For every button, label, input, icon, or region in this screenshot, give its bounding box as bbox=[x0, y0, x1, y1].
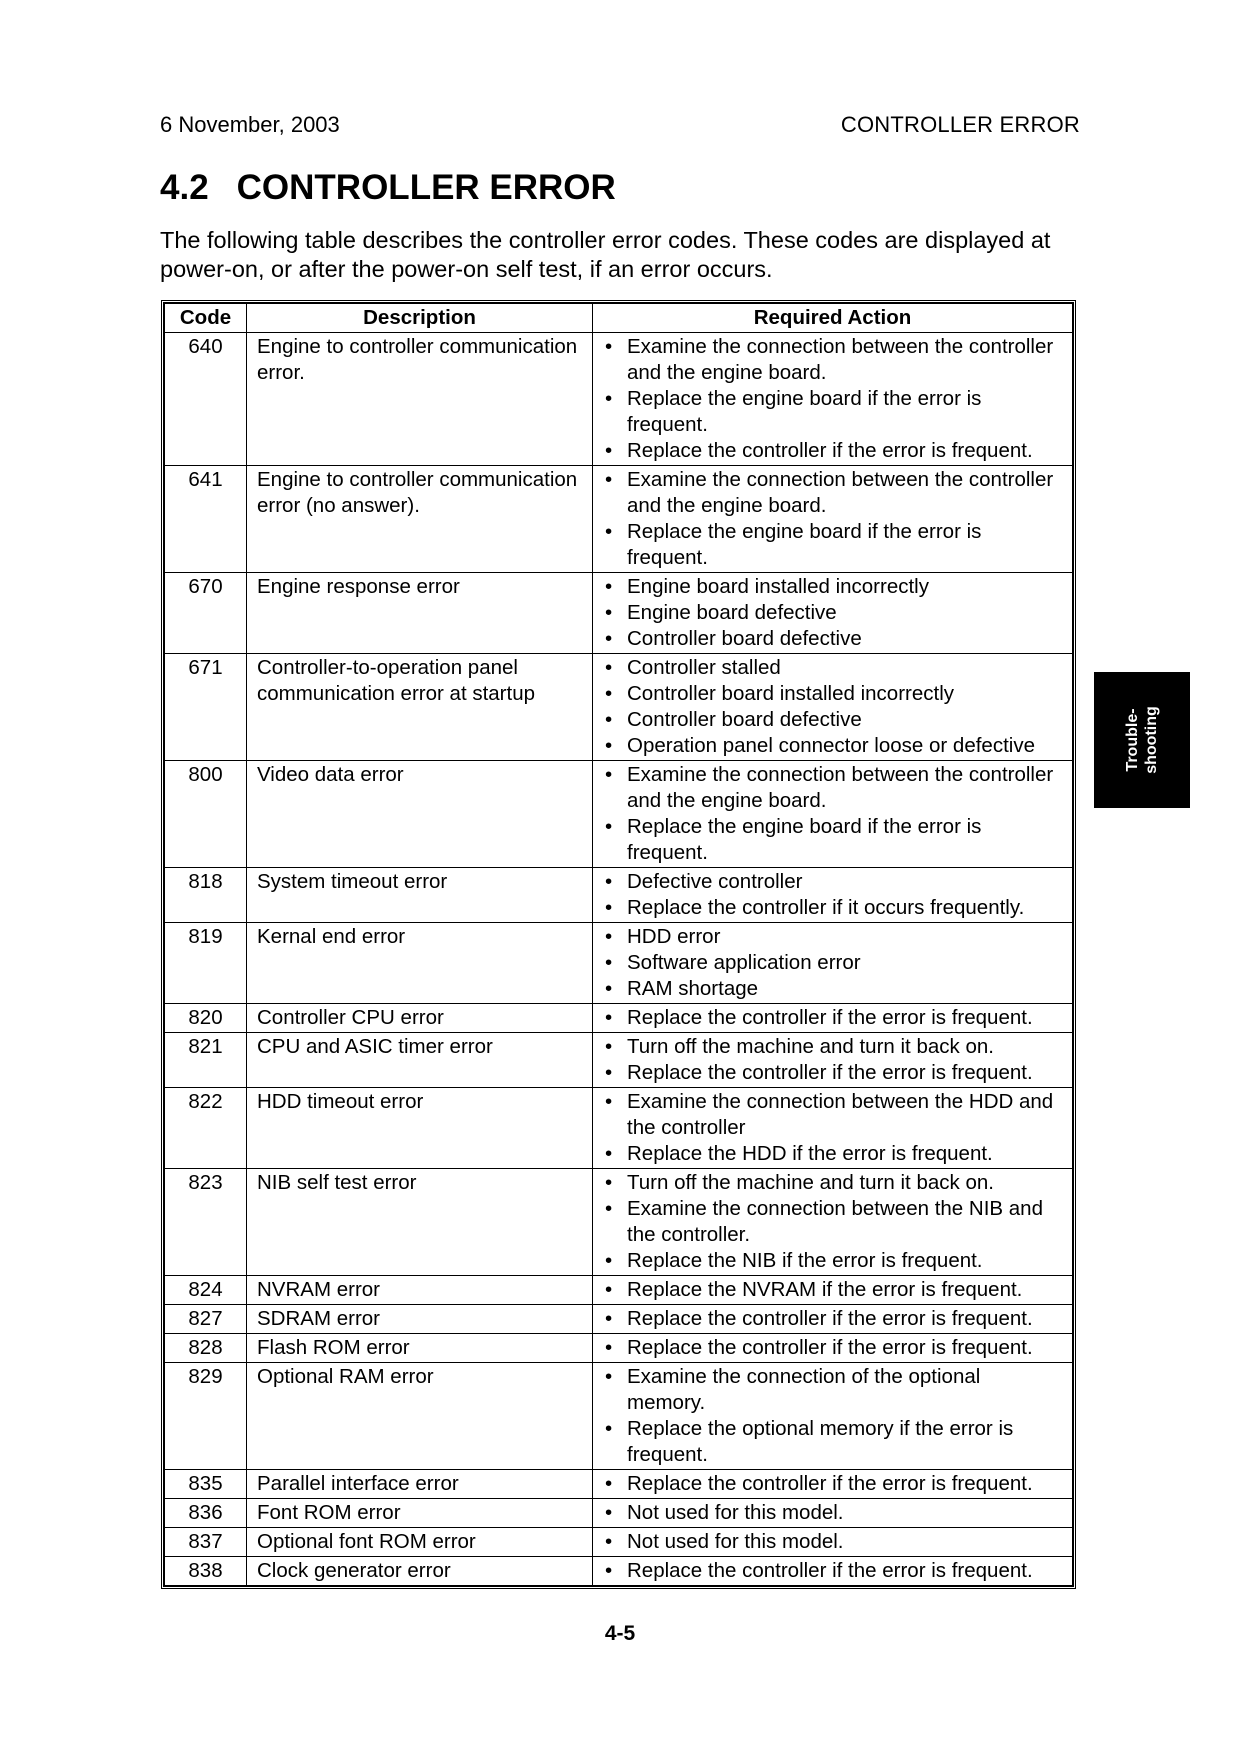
required-action bbox=[593, 1528, 1073, 1557]
required-action bbox=[593, 466, 1073, 573]
action-item: • Replace the HDD if the error is frequent. bbox=[603, 1141, 1064, 1167]
error-description: Controller-to-operation panel communication error at startup bbox=[247, 654, 593, 761]
table-row bbox=[165, 1305, 1073, 1334]
required-action bbox=[593, 1305, 1073, 1334]
required-action bbox=[593, 1363, 1073, 1470]
error-code: 820 bbox=[165, 1004, 247, 1033]
error-code: 800 bbox=[165, 761, 247, 868]
error-description: Engine response error bbox=[247, 573, 593, 654]
action-item: • Controller board installed incorrectly bbox=[603, 681, 1064, 707]
table-row bbox=[165, 761, 1073, 868]
action-list bbox=[603, 1034, 1064, 1086]
action-item: • Replace the controller if the error is frequent. bbox=[603, 1060, 1064, 1086]
action-item: • Engine board installed incorrectly bbox=[603, 574, 1064, 600]
error-description: Engine to controller communication error. bbox=[247, 333, 593, 466]
required-action bbox=[593, 1169, 1073, 1276]
action-item: • Engine board defective bbox=[603, 600, 1064, 626]
error-description: Controller CPU error bbox=[247, 1004, 593, 1033]
table-row bbox=[165, 923, 1073, 1004]
error-code: 819 bbox=[165, 923, 247, 1004]
required-action bbox=[593, 868, 1073, 923]
side-tab-line2: shooting bbox=[1142, 706, 1160, 774]
required-action bbox=[593, 654, 1073, 761]
header-action: Required Action bbox=[593, 304, 1073, 333]
error-code: 641 bbox=[165, 466, 247, 573]
table-row bbox=[165, 1169, 1073, 1276]
side-tab-line1: Trouble- bbox=[1123, 708, 1141, 772]
troubleshooting-side-tab bbox=[1094, 672, 1190, 808]
required-action bbox=[593, 923, 1073, 1004]
action-item: • Turn off the machine and turn it back on. bbox=[603, 1170, 1064, 1196]
action-item: • Examine the connection between the controller and the engine board. bbox=[603, 467, 1064, 519]
action-item: • Defective controller bbox=[603, 869, 1064, 895]
table-row bbox=[165, 1557, 1073, 1586]
intro-paragraph: The following table describes the controller error codes. These codes are displayed at power-on, or after the power-on self test, if an error occurs. bbox=[160, 227, 1051, 282]
page-header-section: CONTROLLER ERROR bbox=[840, 112, 1080, 137]
action-item: • Controller board defective bbox=[603, 626, 1064, 652]
error-code: 824 bbox=[165, 1276, 247, 1305]
error-description: Clock generator error bbox=[247, 1557, 593, 1586]
section-title bbox=[160, 168, 616, 208]
table-row bbox=[165, 1528, 1073, 1557]
table-row bbox=[165, 333, 1073, 466]
error-code: 821 bbox=[165, 1033, 247, 1088]
action-item: • Turn off the machine and turn it back on. bbox=[603, 1034, 1064, 1060]
table-row bbox=[165, 573, 1073, 654]
required-action bbox=[593, 1276, 1073, 1305]
page-number: 4-5 bbox=[604, 1622, 636, 1645]
section-number: 4.2 bbox=[160, 168, 209, 207]
required-action bbox=[593, 1088, 1073, 1169]
error-code: 670 bbox=[165, 573, 247, 654]
page-header-date: 6 November, 2003 bbox=[160, 112, 340, 137]
error-description: Font ROM error bbox=[247, 1499, 593, 1528]
action-item: • Examine the connection between the controller and the engine board. bbox=[603, 334, 1064, 386]
action-item: • RAM shortage bbox=[603, 976, 1064, 1002]
action-list bbox=[603, 1335, 1064, 1361]
action-item: • Not used for this model. bbox=[603, 1500, 1064, 1526]
error-code: 822 bbox=[165, 1088, 247, 1169]
table-row bbox=[165, 1499, 1073, 1528]
error-code: 827 bbox=[165, 1305, 247, 1334]
table-row bbox=[165, 1276, 1073, 1305]
table-row bbox=[165, 1363, 1073, 1470]
header-description: Description bbox=[247, 304, 593, 333]
action-list bbox=[603, 1529, 1064, 1555]
table-body bbox=[165, 333, 1073, 1586]
table-row bbox=[165, 1334, 1073, 1363]
action-list bbox=[603, 1089, 1064, 1167]
action-list bbox=[603, 869, 1064, 921]
action-item: • Examine the connection between the HDD and the controller bbox=[603, 1089, 1064, 1141]
table-row bbox=[165, 1088, 1073, 1169]
action-item: • Examine the connection of the optional memory. bbox=[603, 1364, 1064, 1416]
required-action bbox=[593, 1499, 1073, 1528]
action-list bbox=[603, 1471, 1064, 1497]
action-list bbox=[603, 574, 1064, 652]
action-item: • Software application error bbox=[603, 950, 1064, 976]
header-code: Code bbox=[165, 304, 247, 333]
required-action bbox=[593, 1557, 1073, 1586]
action-item: • HDD error bbox=[603, 924, 1064, 950]
action-item: • Replace the engine board if the error is frequent. bbox=[603, 814, 1064, 866]
action-item: • Replace the controller if it occurs frequently. bbox=[603, 895, 1064, 921]
table-row bbox=[165, 466, 1073, 573]
error-description: Flash ROM error bbox=[247, 1334, 593, 1363]
error-description: Parallel interface error bbox=[247, 1470, 593, 1499]
action-list bbox=[603, 1170, 1064, 1274]
error-code: 828 bbox=[165, 1334, 247, 1363]
action-item: • Operation panel connector loose or defective bbox=[603, 733, 1064, 759]
action-list bbox=[603, 334, 1064, 464]
table-row bbox=[165, 868, 1073, 923]
error-code: 836 bbox=[165, 1499, 247, 1528]
action-item: • Replace the optional memory if the error is frequent. bbox=[603, 1416, 1064, 1468]
action-list bbox=[603, 1005, 1064, 1031]
action-item: • Replace the NVRAM if the error is frequent. bbox=[603, 1277, 1064, 1303]
error-description: SDRAM error bbox=[247, 1305, 593, 1334]
error-description: Optional font ROM error bbox=[247, 1528, 593, 1557]
action-item: • Replace the NIB if the error is frequent. bbox=[603, 1248, 1064, 1274]
action-item: • Examine the connection between the NIB and the controller. bbox=[603, 1196, 1064, 1248]
action-item: • Replace the controller if the error is frequent. bbox=[603, 438, 1064, 464]
action-item: • Replace the controller if the error is frequent. bbox=[603, 1306, 1064, 1332]
error-description: CPU and ASIC timer error bbox=[247, 1033, 593, 1088]
action-list bbox=[603, 1277, 1064, 1303]
table-row bbox=[165, 1033, 1073, 1088]
action-list bbox=[603, 762, 1064, 866]
error-description: NIB self test error bbox=[247, 1169, 593, 1276]
action-item: • Replace the controller if the error is frequent. bbox=[603, 1335, 1064, 1361]
error-description: System timeout error bbox=[247, 868, 593, 923]
required-action bbox=[593, 1470, 1073, 1499]
action-list bbox=[603, 1500, 1064, 1526]
action-item: • Replace the engine board if the error is frequent. bbox=[603, 386, 1064, 438]
action-list bbox=[603, 1306, 1064, 1332]
error-code: 818 bbox=[165, 868, 247, 923]
action-item: • Controller board defective bbox=[603, 707, 1064, 733]
action-list bbox=[603, 1558, 1064, 1584]
action-item: • Replace the controller if the error is frequent. bbox=[603, 1471, 1064, 1497]
table-row bbox=[165, 1470, 1073, 1499]
table-row bbox=[165, 654, 1073, 761]
required-action bbox=[593, 761, 1073, 868]
required-action bbox=[593, 573, 1073, 654]
error-code: 835 bbox=[165, 1470, 247, 1499]
action-item: • Replace the controller if the error is frequent. bbox=[603, 1005, 1064, 1031]
error-description: NVRAM error bbox=[247, 1276, 593, 1305]
section-title-text: CONTROLLER ERROR bbox=[236, 168, 616, 207]
action-item: • Examine the connection between the controller and the engine board. bbox=[603, 762, 1064, 814]
error-code: 823 bbox=[165, 1169, 247, 1276]
action-item: • Replace the controller if the error is frequent. bbox=[603, 1558, 1064, 1584]
error-code: 838 bbox=[165, 1557, 247, 1586]
action-list bbox=[603, 1364, 1064, 1468]
error-description: HDD timeout error bbox=[247, 1088, 593, 1169]
action-list bbox=[603, 924, 1064, 1002]
error-description: Video data error bbox=[247, 761, 593, 868]
error-description: Engine to controller communication error (no answer). bbox=[247, 466, 593, 573]
required-action bbox=[593, 1334, 1073, 1363]
action-item: • Not used for this model. bbox=[603, 1529, 1064, 1555]
required-action bbox=[593, 1004, 1073, 1033]
error-description: Optional RAM error bbox=[247, 1363, 593, 1470]
action-item: • Replace the engine board if the error is frequent. bbox=[603, 519, 1064, 571]
error-code: 671 bbox=[165, 654, 247, 761]
table-header-row bbox=[165, 304, 1073, 333]
required-action bbox=[593, 1033, 1073, 1088]
action-item: • Controller stalled bbox=[603, 655, 1064, 681]
action-list bbox=[603, 467, 1064, 571]
error-code: 837 bbox=[165, 1528, 247, 1557]
error-code: 640 bbox=[165, 333, 247, 466]
error-description: Kernal end error bbox=[247, 923, 593, 1004]
table-row bbox=[165, 1004, 1073, 1033]
error-code: 829 bbox=[165, 1363, 247, 1470]
action-list bbox=[603, 655, 1064, 759]
required-action bbox=[593, 333, 1073, 466]
error-code-table bbox=[161, 300, 1076, 1589]
